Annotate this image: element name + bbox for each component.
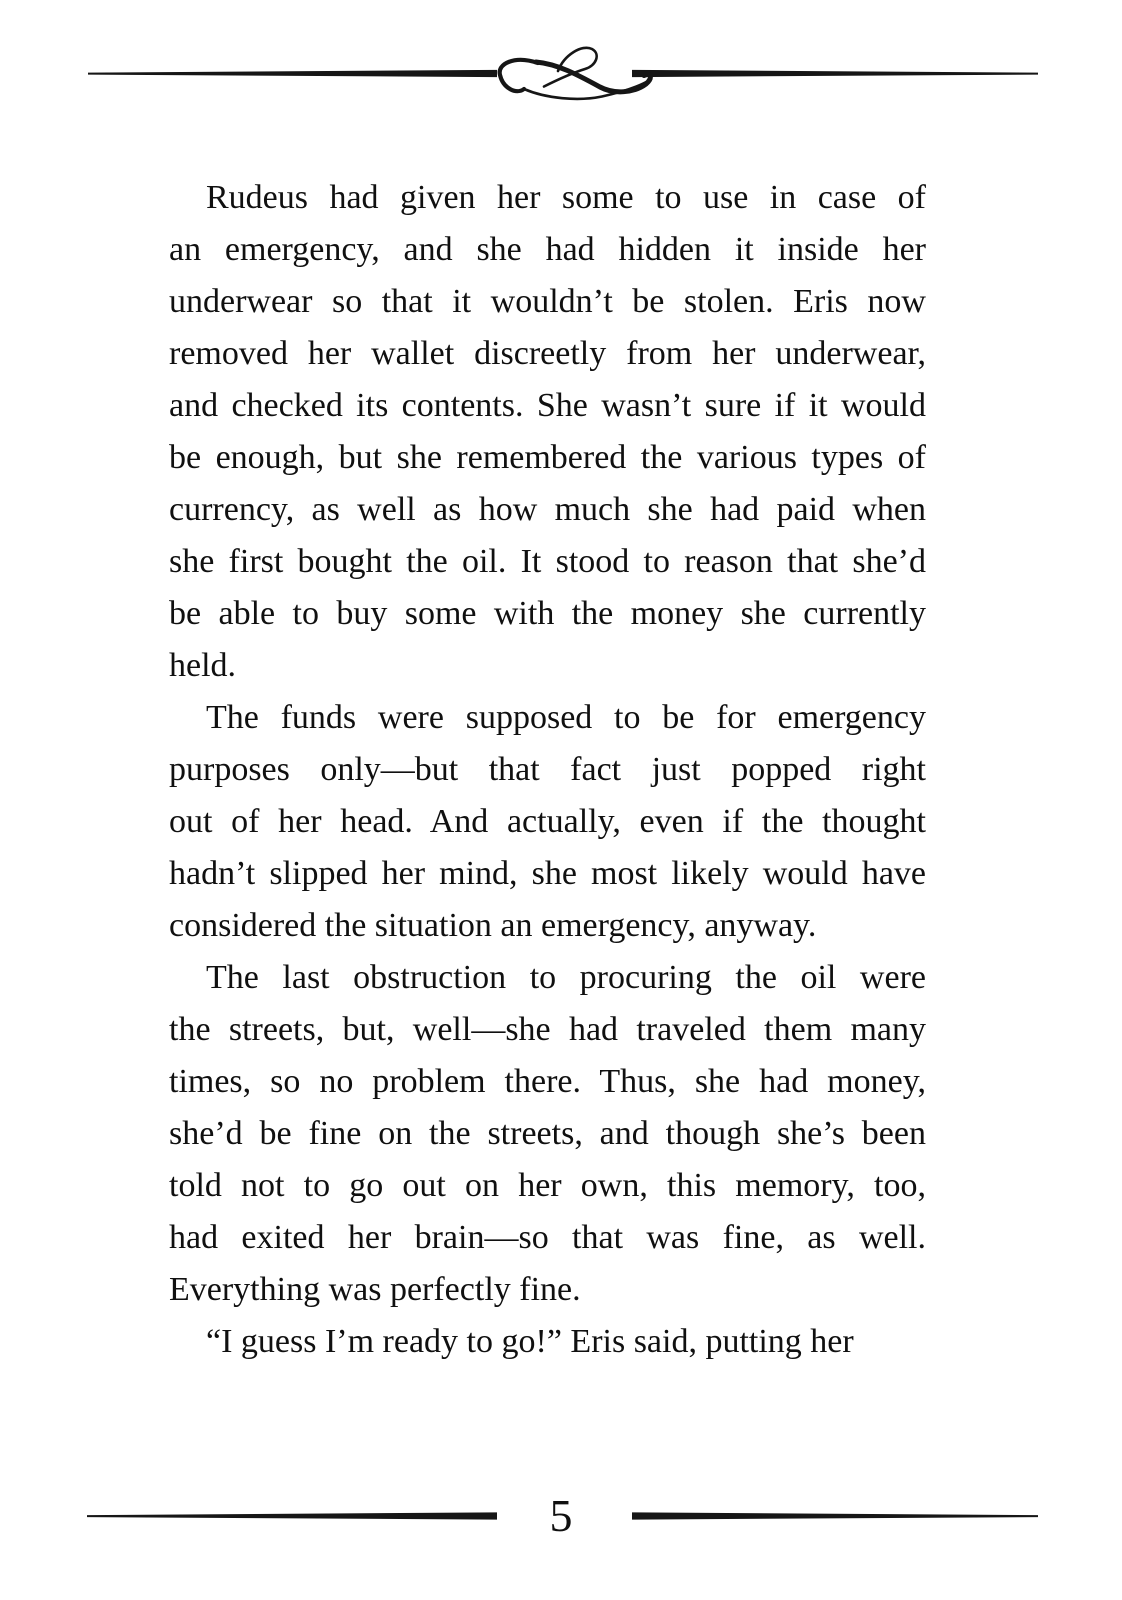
paragraph-3 [169, 952, 926, 1316]
text-line: hadn’t slipped her mind, she most likely would have [169, 855, 926, 892]
text-line: she’d be fine on the streets, and though she’s been [169, 1115, 926, 1152]
text-line: be able to buy some with the money she currently [169, 595, 926, 632]
header-right-rule [632, 70, 1038, 77]
text-line: The funds were supposed to be for emergency [206, 699, 926, 736]
header-divider [0, 0, 1122, 150]
page-number: 5 [549, 1490, 573, 1541]
text-line: currency, as well as how much she had paid when [169, 491, 926, 528]
paragraph-1 [169, 172, 926, 692]
text-line: times, so no problem there. Thus, she had money, [169, 1063, 926, 1100]
text-line: purposes only—but that fact just popped right [169, 751, 926, 788]
text-line: told not to go out on her own, this memory, too, [169, 1167, 926, 1204]
paragraph-2 [169, 692, 926, 952]
page-text [169, 172, 926, 1368]
text-line: considered the situation an emergency, anyway. [169, 907, 817, 944]
text-line: she first bought the oil. It stood to reason that she’d [169, 543, 926, 580]
text-line: Everything was perfectly fine. [169, 1271, 581, 1308]
text-line: The last obstruction to procuring the oil were [206, 959, 926, 996]
text-line: an emergency, and she had hidden it inside her [169, 231, 926, 268]
text-line: removed her wallet discreetly from her underwear, [169, 335, 926, 372]
paragraph-4 [169, 1316, 926, 1368]
text-line: underwear so that it wouldn’t be stolen. Eris now [169, 283, 926, 320]
text-line: the streets, but, well—she had traveled them many [169, 1011, 926, 1048]
text-line: “I guess I’m ready to go!” Eris said, putting her [206, 1323, 854, 1360]
text-line: out of her head. And actually, even if the thought [169, 803, 926, 840]
text-line: and checked its contents. She wasn’t sure if it would [169, 387, 926, 424]
flourish-icon [500, 48, 651, 99]
text-line: Rudeus had given her some to use in case of [206, 179, 926, 216]
text-line: had exited her brain—so that was fine, as well. [169, 1219, 926, 1256]
text-line: be enough, but she remembered the various types of [169, 439, 926, 476]
header-left-rule [88, 70, 497, 77]
text-line: held. [169, 647, 237, 684]
